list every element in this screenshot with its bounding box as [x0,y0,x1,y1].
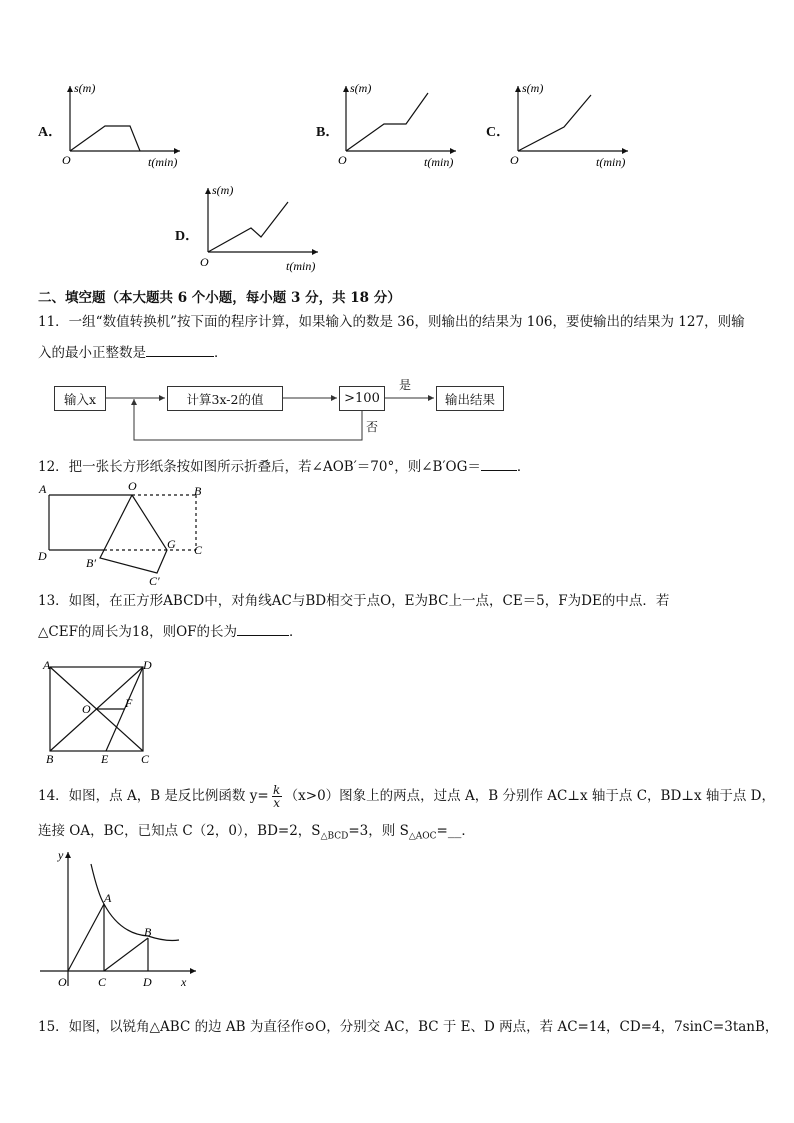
q11-line1: 11．一组“数值转换机”按下面的程序计算，如果输入的数是 36，则输出的结果为 106，要使输出的结果为 127，则输 [38,314,745,330]
option-b-graph [336,80,466,175]
point-a-label: A [43,658,51,672]
option-b-label: B． [316,125,340,140]
q14-line1 [38,784,775,808]
point-g-label: G [167,537,176,551]
x-label: t(min) [148,155,178,169]
q14-line2 [38,821,475,847]
fraction-numerator: k [273,782,281,797]
x-label: t(min) [596,155,626,169]
flow-no-label: 否 [366,420,379,434]
q14-line1-pre: 14．如图，点 A，B 是反比例函数 y= [38,788,269,804]
flow-yes-label: 是 [399,378,412,392]
point-b-prime-label: B′ [86,556,96,570]
origin-label: O [200,255,209,269]
q11-flowchart [52,380,512,446]
q13-line2-text: △CEF的周长为18，则OF的长为 [38,624,238,640]
point-c-label: C [194,543,203,557]
curve-b [346,93,428,151]
option-a-graph [60,80,190,175]
q14-line2-pre: 连接 OA，BC，已知点 C（2，0），BD=2，S [38,823,321,839]
origin-label: O [510,153,519,167]
point-b-label: B [46,752,54,766]
point-d-label: D [38,549,47,563]
answer-blank [237,621,289,636]
flow-output-box: 输出结果 [436,386,504,411]
y-label: s(m) [212,184,234,197]
point-b-label: B [144,925,152,939]
x-label: t(min) [424,155,454,169]
flow-compute-box: 计算3x-2的值 [167,386,283,411]
y-axis-label: y [58,848,64,862]
q11-line2-text: 入的最小正整数是 [38,345,146,361]
q14-line2-post: =__． [436,823,475,839]
point-c-label: C [141,752,150,766]
x-axis-label: x [181,975,187,989]
answer-blank [481,456,517,471]
q11-line2-end: ． [214,345,228,361]
point-c-prime-label: C′ [149,574,160,588]
q14-line1-post: （x>0）图象上的两点，过点 A，B 分别作 AC⊥x 轴于点 C，BD⊥x 轴于点 D， [284,788,775,804]
q14-figure [36,846,206,994]
origin-label: O [58,975,67,989]
q11-line2 [38,342,228,363]
point-e-label: E [101,752,109,766]
point-f-label: F [125,696,133,710]
q12-text: 12．把一张长方形纸条按如图所示折叠后，若∠AOB′＝70°，则∠B′OG＝ [38,459,481,475]
q13-figure [38,655,168,767]
q13-line2 [38,621,303,642]
option-c-graph [508,80,638,175]
origin-label: O [62,153,71,167]
point-b-label: B [194,484,202,498]
answer-blank [146,342,214,357]
point-c-label: C [98,975,107,989]
q12-line [38,456,530,477]
y-label: s(m) [522,81,544,95]
q12-figure [34,478,214,590]
q13-line1: 13．如图，在正方形ABCD中，对角线AC与BD相交于点O，E为BC上一点，CE＝5，F为DE的中点．若 [38,593,670,609]
point-d-label: D [143,975,152,989]
option-c-label: C． [486,125,511,140]
point-a-label: A [104,891,112,905]
q15-line1: 15．如图，以锐角△ABC 的边 AB 为直径作⊙O，分别交 AC，BC 于 E、D 两点，若 AC=14，CD=4，7sinC=3tanB， [38,1019,779,1035]
point-a-label: A [39,482,47,496]
q14-sub-bcd: △BCD [320,831,349,842]
q12-end: ． [516,459,531,475]
q14-sub-aoc: △AOC [408,831,437,842]
x-label: t(min) [286,259,316,273]
q13-line2-end: ． [289,624,303,640]
option-a-label: A． [38,125,63,140]
q14-line2-mid: =3，则 S [348,823,409,839]
option-d-graph [198,184,328,279]
q14-fraction [272,784,282,809]
curve-d [208,202,288,252]
curve-a [70,126,140,151]
y-label: s(m) [350,81,372,95]
origin-label: O [338,153,347,167]
flow-input-box: 输入x [54,386,106,411]
point-d-label: D [143,658,152,672]
fraction-denominator: x [273,795,281,810]
point-o-label: O [128,479,137,493]
option-d-label: D． [175,229,200,244]
y-label: s(m) [74,81,96,95]
point-o-label: O [82,702,91,716]
section-title: 二、填空题（本大题共 6 个小题，每小题 3 分，共 18 分） [38,290,401,306]
flow-condition-box: >100 [339,386,385,411]
curve-c [518,95,591,151]
